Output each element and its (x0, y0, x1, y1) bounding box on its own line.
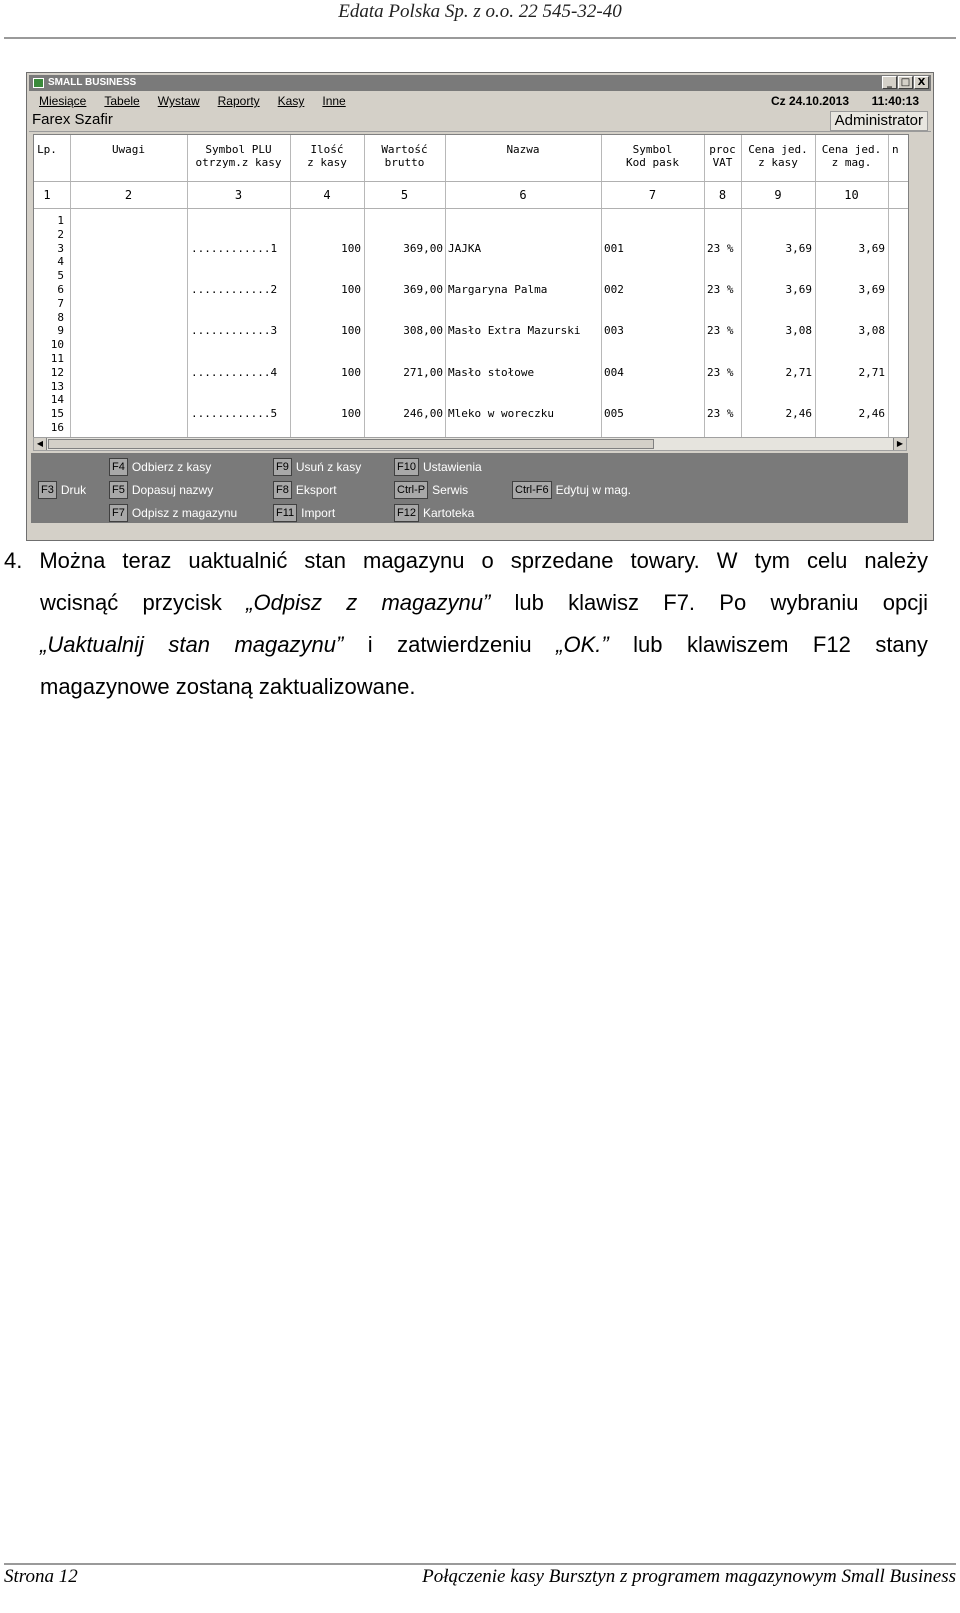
function-key-panel (31, 453, 908, 523)
key-badge: F3 (38, 481, 57, 499)
fkey-ctrl-f6[interactable] (512, 481, 631, 499)
table-cell[interactable]: 100 (341, 407, 361, 421)
minimize-button[interactable]: _ (882, 76, 897, 89)
table-cell[interactable]: 3,69 (785, 282, 812, 296)
footer-rule (4, 1563, 956, 1565)
key-badge: F5 (109, 481, 128, 499)
col-number: 3 (234, 188, 243, 202)
fkey-f7[interactable] (109, 504, 237, 522)
paragraph-line-3 (40, 624, 928, 666)
date-display: Cz 24.10.2013 (770, 94, 849, 108)
row-number: 5 (57, 269, 64, 283)
fkey-f5[interactable] (109, 481, 213, 499)
table-cell[interactable]: 002 (604, 282, 624, 296)
scroll-right-icon[interactable]: ▶ (893, 438, 906, 450)
time-display: 11:40:13 (871, 94, 919, 108)
row-number: 15 (50, 407, 64, 421)
fkey-label: Dopasuj nazwy (131, 483, 214, 497)
fkey-f8[interactable] (273, 481, 337, 499)
table-cell[interactable]: 3,69 (858, 282, 885, 296)
col-header-uwagi[interactable]: Uwagi (111, 143, 146, 156)
fkey-f10[interactable] (394, 458, 482, 476)
table-cell[interactable]: 23 % (707, 365, 734, 379)
table-cell[interactable]: 23 % (707, 241, 734, 255)
table-cell[interactable]: 23 % (707, 324, 734, 338)
fkey-f12[interactable] (394, 504, 474, 522)
row-number: 8 (57, 310, 64, 324)
key-badge: F10 (394, 458, 419, 476)
col-header-lp[interactable]: Lp. (37, 143, 57, 156)
data-grid[interactable] (33, 134, 909, 438)
fkey-f9[interactable] (273, 458, 361, 476)
col-header-plu[interactable]: Symbol PLU otrzym.z kasy (195, 143, 282, 169)
menu-bar (29, 92, 931, 110)
col-symbol (604, 214, 702, 438)
key-badge: F7 (109, 504, 128, 522)
table-cell[interactable]: 100 (341, 241, 361, 255)
word: towary. (630, 548, 700, 573)
col-header-more[interactable]: n (892, 143, 899, 156)
fkey-label: Druk (60, 483, 87, 497)
row-numbers (34, 214, 64, 435)
grid-column-numbers (34, 181, 908, 209)
table-cell[interactable]: ............5 (191, 407, 278, 421)
row-number: 12 (50, 365, 64, 379)
col-number: 5 (400, 188, 409, 202)
col-header-symbol[interactable]: Symbol Kod pask (626, 143, 679, 169)
table-cell[interactable]: ............1 (191, 241, 278, 255)
horizontal-scrollbar[interactable] (33, 437, 907, 451)
table-cell[interactable]: 2,46 (858, 407, 885, 421)
key-badge: F12 (394, 504, 419, 522)
key-badge: F9 (273, 458, 292, 476)
app-title: SMALL BUSINESS (48, 77, 137, 88)
word: opcji (882, 590, 928, 615)
col-qty (290, 214, 361, 438)
table-cell[interactable]: 369,00 (403, 241, 443, 255)
word: i (367, 632, 373, 657)
key-badge: Ctrl-P (394, 481, 428, 499)
menu-inne[interactable]: Inne (322, 94, 346, 108)
table-cell[interactable]: 369,00 (403, 282, 443, 296)
step-number: 4. (4, 548, 23, 573)
emphasis: magazynu” (234, 632, 344, 657)
word: przycisk (142, 590, 222, 615)
word: klawisz (568, 590, 640, 615)
menu-wystaw[interactable]: Wystaw (157, 94, 200, 108)
col-header-vat[interactable]: proc VAT (709, 143, 736, 169)
page-header: Edata Polska Sp. z o.o. 22 545-32-40 (338, 1, 622, 22)
word: magazynu (363, 548, 465, 573)
word: Po (719, 590, 747, 615)
table-cell[interactable]: 100 (341, 282, 361, 296)
word: teraz (122, 548, 172, 573)
table-cell[interactable]: 3,69 (858, 241, 885, 255)
table-cell[interactable]: 001 (604, 241, 624, 255)
col-number: 10 (844, 188, 859, 202)
row-number: 3 (57, 241, 64, 255)
table-cell[interactable]: 2,46 (785, 407, 812, 421)
fkey-f3[interactable] (38, 481, 86, 499)
divider (29, 131, 931, 132)
paragraph-line-1 (4, 540, 928, 582)
col-header-cena-kasy[interactable]: Cena jed. z kasy (748, 143, 808, 169)
row-number: 1 (57, 214, 64, 227)
word: klawiszem (686, 632, 789, 657)
fkey-label: Odbierz z kasy (131, 460, 212, 474)
fkey-label: Edytuj w mag. (555, 483, 631, 497)
emphasis: „OK.” (556, 632, 609, 657)
emphasis: magazynu” (381, 590, 491, 615)
table-cell[interactable]: 3,69 (785, 241, 812, 255)
table-cell[interactable]: Mleko w woreczku (448, 407, 554, 421)
info-bar (29, 110, 931, 130)
scrollbar-thumb[interactable] (48, 439, 654, 449)
col-header-wartosc[interactable]: Wartość brutto (381, 143, 428, 169)
col-number: 2 (124, 188, 133, 202)
word: Można (39, 548, 106, 573)
table-cell[interactable]: 246,00 (403, 407, 443, 421)
row-number: 13 (50, 379, 64, 393)
table-cell[interactable]: 005 (604, 407, 624, 421)
fkey-f11[interactable] (273, 504, 335, 522)
grid-body (34, 209, 908, 437)
fkey-label: Odpisz z magazynu (131, 506, 238, 520)
table-cell[interactable]: 3,08 (858, 324, 885, 338)
title-bar (29, 75, 931, 91)
header-rule (4, 37, 956, 39)
row-number: 11 (50, 351, 64, 365)
emphasis: „Odpisz (246, 590, 322, 615)
col-name (448, 214, 600, 438)
row-number: 9 (57, 324, 64, 338)
word: sprzedane (510, 548, 614, 573)
row-number: 2 (57, 227, 64, 241)
fkey-label: Eksport (295, 483, 337, 497)
word: o (481, 548, 494, 573)
fkey-label: Serwis (432, 483, 469, 497)
table-cell[interactable]: 003 (604, 324, 624, 338)
table-cell[interactable]: 23 % (707, 407, 734, 421)
paragraph-line-4: magazynowe zostaną zaktualizowane. (40, 674, 416, 699)
table-cell[interactable]: ............2 (191, 282, 278, 296)
emphasis: z (346, 590, 358, 615)
col-number: 8 (718, 188, 727, 202)
close-button[interactable]: X (914, 76, 929, 89)
col-number: 4 (323, 188, 331, 202)
word: tym (754, 548, 791, 573)
col-header-nazwa[interactable]: Nazwa (506, 143, 540, 156)
fkey-label: Ustawienia (422, 460, 482, 474)
grid-header (34, 135, 908, 182)
key-badge: F8 (273, 481, 292, 499)
col-number: 6 (519, 188, 527, 202)
footer-title: Połączenie kasy Bursztyn z programem magazynowym Small Business (422, 1566, 956, 1587)
emphasis: stan (168, 632, 210, 657)
table-cell[interactable]: 23 % (707, 282, 734, 296)
table-cell[interactable]: 308,00 (403, 324, 443, 338)
word: W (716, 548, 738, 573)
col-price-mag (815, 214, 885, 438)
col-value (364, 214, 443, 438)
word: lub (633, 632, 663, 657)
table-cell[interactable]: 2,71 (785, 365, 812, 379)
table-cell[interactable]: Margaryna Palma (448, 282, 548, 296)
col-price-kasa (741, 214, 812, 438)
scroll-left-icon[interactable]: ◀ (34, 438, 47, 450)
word: wcisnąć (40, 590, 119, 615)
col-number: 7 (648, 188, 657, 202)
table-cell[interactable]: ............3 (191, 324, 278, 338)
table-cell[interactable]: 271,00 (403, 365, 443, 379)
key-badge: F11 (273, 504, 297, 522)
col-header-ilosc[interactable]: Ilość z kasy (307, 143, 347, 169)
table-cell[interactable]: JAJKA (448, 241, 482, 255)
row-number: 14 (50, 393, 64, 407)
word: uaktualnić (188, 548, 288, 573)
fkey-f4[interactable] (109, 458, 211, 476)
table-cell[interactable]: ............4 (191, 365, 278, 379)
row-number: 6 (57, 282, 64, 296)
menu-kasy[interactable]: Kasy (277, 94, 305, 108)
word: stany (875, 632, 928, 657)
table-cell[interactable]: 2,71 (858, 365, 885, 379)
word: należy (864, 548, 928, 573)
company-name: Farex Szafir (32, 111, 113, 128)
col-header-cena-mag[interactable]: Cena jed. z mag. (821, 143, 882, 169)
emphasis: „Uaktualnij (40, 632, 144, 657)
word: stan (304, 548, 346, 573)
word: wybraniu (770, 590, 859, 615)
table-cell[interactable]: 3,08 (785, 324, 812, 338)
table-cell[interactable]: Masło stołowe (448, 365, 535, 379)
fkey-ctrl-p[interactable] (394, 481, 468, 499)
word: F12 (812, 632, 851, 657)
maximize-button[interactable]: □ (898, 76, 913, 89)
app-window (26, 72, 934, 541)
user-badge: Administrator (830, 111, 928, 131)
fkey-label: Kartoteka (422, 506, 475, 520)
menu-raporty[interactable]: Raporty (217, 94, 260, 108)
menu-miesiace[interactable]: Miesiące (39, 94, 87, 108)
table-cell[interactable]: 004 (604, 365, 624, 379)
word: celu (807, 548, 848, 573)
row-number: 4 (57, 255, 64, 269)
menu-tabele[interactable]: Tabele (104, 94, 140, 108)
table-cell[interactable]: 100 (341, 365, 361, 379)
col-number: 9 (774, 188, 782, 202)
col-plu (191, 214, 288, 438)
table-cell[interactable]: Masło Extra Mazurski (448, 324, 581, 338)
col-vat (707, 214, 741, 438)
word: zatwierdzeniu (397, 632, 532, 657)
key-badge: F4 (109, 458, 128, 476)
paragraph-line-2 (40, 582, 928, 624)
table-cell[interactable]: 100 (341, 324, 361, 338)
app-icon (33, 78, 44, 88)
row-number: 10 (50, 338, 64, 352)
fkey-label: Import (301, 506, 336, 520)
page-number: Strona 12 (4, 1566, 78, 1587)
word: F7. (663, 590, 696, 615)
key-badge: Ctrl-F6 (512, 481, 552, 499)
row-number: 16 (50, 420, 64, 434)
row-number: 7 (57, 296, 64, 310)
word: lub (514, 590, 544, 615)
fkey-label: Usuń z kasy (295, 460, 362, 474)
col-number: 1 (43, 188, 51, 202)
